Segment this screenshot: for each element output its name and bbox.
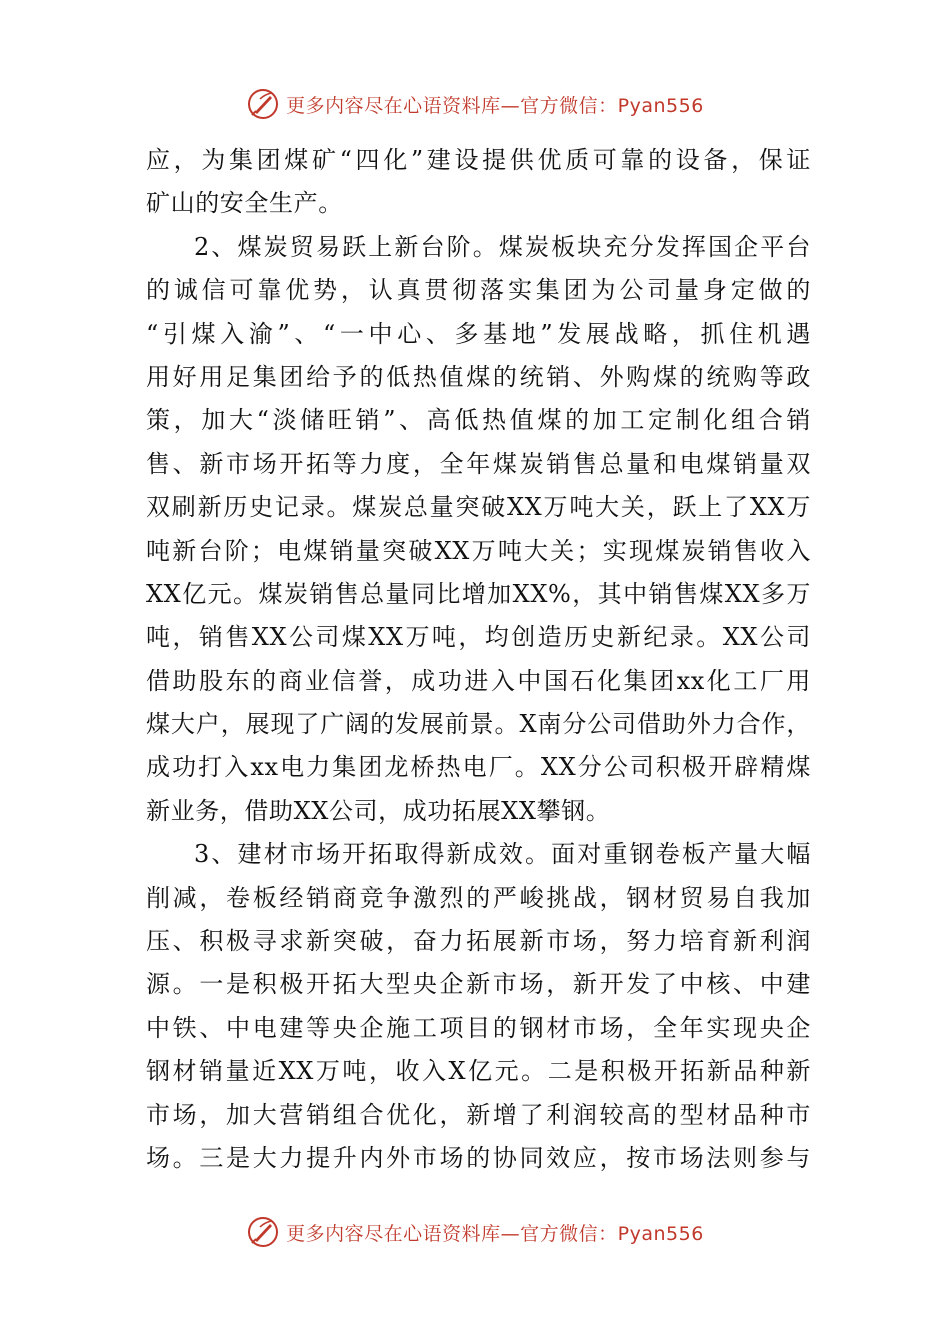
text-line: 售、新市场开拓等力度，全年煤炭销售总量和电煤销量双 bbox=[146, 449, 811, 478]
text-line: 双刷新历史记录。煤炭总量突破XX万吨大关，跃上了XX万 bbox=[146, 493, 811, 522]
text-line: 源。一是积极开拓大型央企新市场，新开发了中核、中建 bbox=[146, 970, 811, 999]
text-line: 压、积极寻求新突破，奋力拓展新市场，努力培育新利润 bbox=[146, 927, 811, 956]
text-line: 煤大户，展现了广阔的发展前景。X南分公司借助外力合作， bbox=[146, 710, 811, 739]
text-line: 3、建材市场开拓取得新成效。面对重钢卷板产量大幅 bbox=[194, 840, 811, 869]
text-line: 削减，卷板经销商竞争激烈的严峻挑战，钢材贸易自我加 bbox=[146, 883, 811, 912]
text-line: 应，为集团煤矿“四化”建设提供优质可靠的设备，保证 bbox=[146, 146, 811, 174]
watermark-text: 更多内容尽在心语资料库—官方微信：Pyan556 bbox=[286, 94, 704, 117]
text-line: 矿山的安全生产。 bbox=[146, 189, 343, 218]
text-line: 策，加大“淡储旺销”、高低热值煤的加工定制化组合销 bbox=[146, 406, 811, 435]
header-watermark bbox=[0, 84, 950, 124]
text-line: 的诚信可靠优势，认真贯彻落实集团为公司量身定做的 bbox=[146, 276, 811, 305]
text-line: 用好用足集团给予的低热值煤的统销、外购煤的统购等政 bbox=[146, 362, 811, 391]
text-line: 场。三是大力提升内外市场的协同效应，按市场法则参与 bbox=[146, 1143, 811, 1172]
text-line: 吨，销售XX公司煤XX万吨，均创造历史新纪录。XX公司 bbox=[146, 623, 811, 652]
watermark-text: 更多内容尽在心语资料库—官方微信：Pyan556 bbox=[286, 1222, 704, 1245]
text-line: 新业务，借助XX公司，成功拓展XX攀钢。 bbox=[146, 796, 611, 825]
text-line: 吨新台阶；电煤销量突破XX万吨大关；实现煤炭销售收入 bbox=[146, 536, 811, 565]
text-line: 中铁、中电建等央企施工项目的钢材市场，全年实现央企 bbox=[146, 1013, 811, 1042]
text-line: XX亿元。煤炭销售总量同比增加XX%，其中销售煤XX多万 bbox=[146, 579, 811, 608]
text-line: 成功打入xx电力集团龙桥热电厂。XX分公司积极开辟精煤 bbox=[146, 753, 811, 782]
quill-logo-icon bbox=[246, 87, 280, 121]
text-line: “引煤入渝”、“一中心、多基地”发展战略，抓住机遇 bbox=[146, 319, 811, 348]
document-body bbox=[146, 139, 811, 1180]
text-line: 借助股东的商业信誉，成功进入中国石化集团xx化工厂用 bbox=[146, 666, 811, 695]
quill-logo-icon bbox=[246, 1215, 280, 1249]
text-line: 市场，加大营销组合优化，新增了利润较高的型材品种市 bbox=[146, 1100, 811, 1129]
text-line: 钢材销量近XX万吨，收入X亿元。二是积极开拓新品种新 bbox=[146, 1057, 811, 1086]
text-line: 2、煤炭贸易跃上新台阶。煤炭板块充分发挥国企平台 bbox=[194, 232, 811, 261]
footer-watermark bbox=[0, 1212, 950, 1252]
